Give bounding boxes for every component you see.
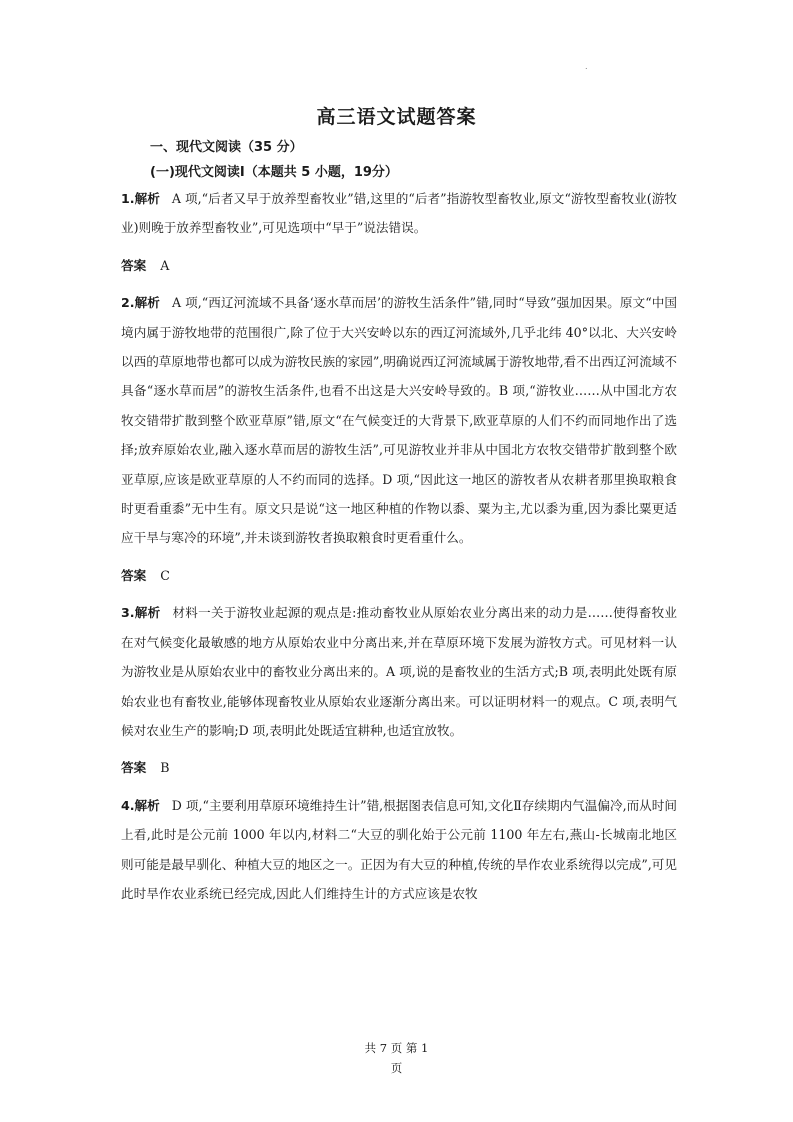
q2-analysis bbox=[121, 288, 677, 553]
page-footer bbox=[0, 1038, 793, 1078]
q3-label: 3.解析 bbox=[121, 605, 161, 621]
q1-analysis bbox=[121, 184, 677, 243]
section-heading-1: 一、现代文阅读（35 分） bbox=[150, 140, 303, 155]
q3-answer-value: B bbox=[160, 760, 170, 776]
q4-label: 4.解析 bbox=[121, 797, 160, 813]
q2-label: 2.解析 bbox=[121, 295, 160, 311]
q4-text: D 项,“主要利用草原环境维持生计”错,根据图表信息可知,文化Ⅱ存续期内气温偏冷,而从时间上看,此时是公元前 1000 年以内,材料二“大豆的驯化始于公元前 1100 年左右,燕山-长城南北地区则可能是最早驯化、种植大豆的地区之一。正因为有大豆的种植,传统的旱作农业系统得以完成”,可见此时旱作农业系统已经完成,因此人们维持生计的方式应该是农牧 bbox=[121, 797, 677, 901]
q2-text: A 项,“西辽河流域不具备‘逐水草而居’的游牧生活条件”错,同时“导致”强加因果。原文“中国境内属于游牧地带的范围很广,除了位于大兴安岭以东的西辽河流域外,几乎北纬 40°以北、大兴安岭以西的草原地带也都可以成为游牧民族的家园”,明确说西辽河流域属于游牧地带,看不出西辽河流域不具备“逐水草而居”的游牧生活条件,也看不出这是大兴安岭导致的。B 项,“游牧业……从中国北方农牧交错带扩散到整个欧亚草原”错,原文“在气候变迁的大背景下,欧亚草原的人们不约而同地作出了选择;放弃原始农业,融入逐水草而居的游牧生活”,可见游牧业并非从中国北方农牧交错带扩散到整个欧亚草原,应该是欧亚草原的人不约而同的选择。D 项,“因此这一地区的游牧者从农耕者那里换取粮食时更看重黍”无中生有。原文只是说“这一地区种植的作物以黍、粟为主,尤以黍为重,因为黍比粟更适应干旱与寒冷的环境”,并未谈到游牧者换取粮食时更看重什么。 bbox=[121, 295, 677, 546]
answer-body bbox=[121, 184, 677, 908]
q1-answer bbox=[121, 251, 677, 280]
q4-analysis bbox=[121, 791, 677, 909]
q3-answer bbox=[121, 753, 677, 782]
q3-analysis bbox=[121, 598, 677, 745]
q1-text: A 项,“后者又早于放养型畜牧业”错,这里的“后者”指游牧型畜牧业,原文“游牧型畜牧业(游牧业)则晚于放养型畜牧业”,可见选项中“早于”说法错误。 bbox=[121, 191, 677, 236]
page-number-line-2: 页 bbox=[390, 1061, 403, 1075]
q2-answer-label: 答案 bbox=[121, 567, 147, 583]
q2-answer bbox=[121, 561, 677, 590]
q2-answer-value: C bbox=[160, 567, 170, 583]
corner-mark: . bbox=[585, 62, 588, 71]
q3-text: 材料一关于游牧业起源的观点是:推动畜牧业从原始农业分离出来的动力是……使得畜牧业在对气候变化最敏感的地方从原始农业中分离出来,并在草原环境下发展为游牧方式。可见材料一认为游牧业是从原始农业中的畜牧业分离出来的。A 项,说的是畜牧业的生活方式;B 项,表明此处既有原始农业也有畜牧业,能够体现畜牧业从原始农业逐渐分离出来。可以证明材料一的观点。C 项,表明气候对农业生产的影响;D 项,表明此处既适宜耕种,也适宜放牧。 bbox=[121, 605, 677, 738]
q3-answer-label: 答案 bbox=[121, 760, 147, 776]
page-number-line-1: 共 7 页 第 1 bbox=[364, 1041, 429, 1055]
q1-answer-label: 答案 bbox=[121, 257, 147, 273]
q1-answer-value: A bbox=[160, 257, 170, 273]
section-heading-2: (一)现代文阅读Ⅰ（本题共 5 小题，19分） bbox=[150, 165, 398, 180]
page-title: 高三语文试题答案 bbox=[316, 106, 477, 128]
q1-label: 1.解析 bbox=[121, 191, 160, 206]
